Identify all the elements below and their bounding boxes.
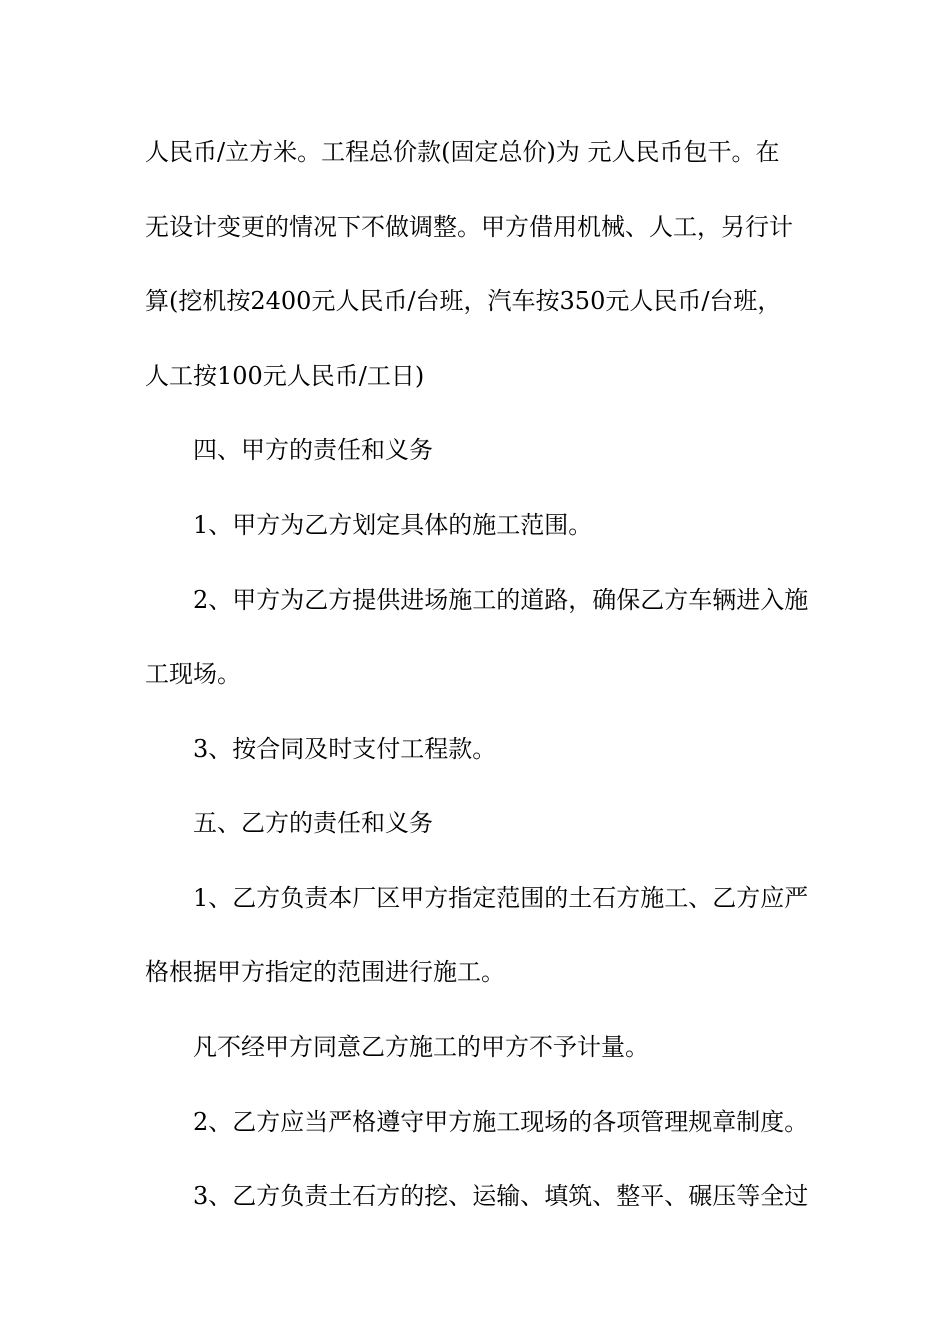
paragraph-line: 人工按100元人民币/工日) bbox=[145, 362, 425, 390]
list-item: 2、甲方为乙方提供进场施工的道路，确保乙方车辆进入施 bbox=[193, 586, 809, 614]
list-item: 1、乙方负责本厂区甲方指定范围的土石方施工、乙方应严 bbox=[193, 884, 809, 912]
section-heading: 五、乙方的责任和义务 bbox=[193, 809, 433, 837]
paragraph-line: 凡不经甲方同意乙方施工的甲方不予计量。 bbox=[193, 1033, 649, 1061]
paragraph-line: 工现场。 bbox=[145, 660, 241, 688]
list-item: 3、按合同及时支付工程款。 bbox=[193, 735, 497, 763]
paragraph-line: 人民币/立方米。工程总价款(固定总价)为 元人民币包干。在 bbox=[145, 138, 780, 166]
paragraph-line: 无设计变更的情况下不做调整。甲方借用机械、人工，另行计 bbox=[145, 213, 793, 241]
list-item: 3、乙方负责土石方的挖、运输、填筑、整平、碾压等全过 bbox=[193, 1182, 809, 1210]
paragraph-line: 算(挖机按2400元人民币/台班，汽车按350元人民币/台班， bbox=[145, 287, 782, 315]
list-item: 1、甲方为乙方划定具体的施工范围。 bbox=[193, 511, 593, 539]
section-heading: 四、甲方的责任和义务 bbox=[193, 436, 433, 464]
list-item: 2、乙方应当严格遵守甲方施工现场的各项管理规章制度。 bbox=[193, 1108, 809, 1136]
paragraph-line: 格根据甲方指定的范围进行施工。 bbox=[145, 958, 505, 986]
